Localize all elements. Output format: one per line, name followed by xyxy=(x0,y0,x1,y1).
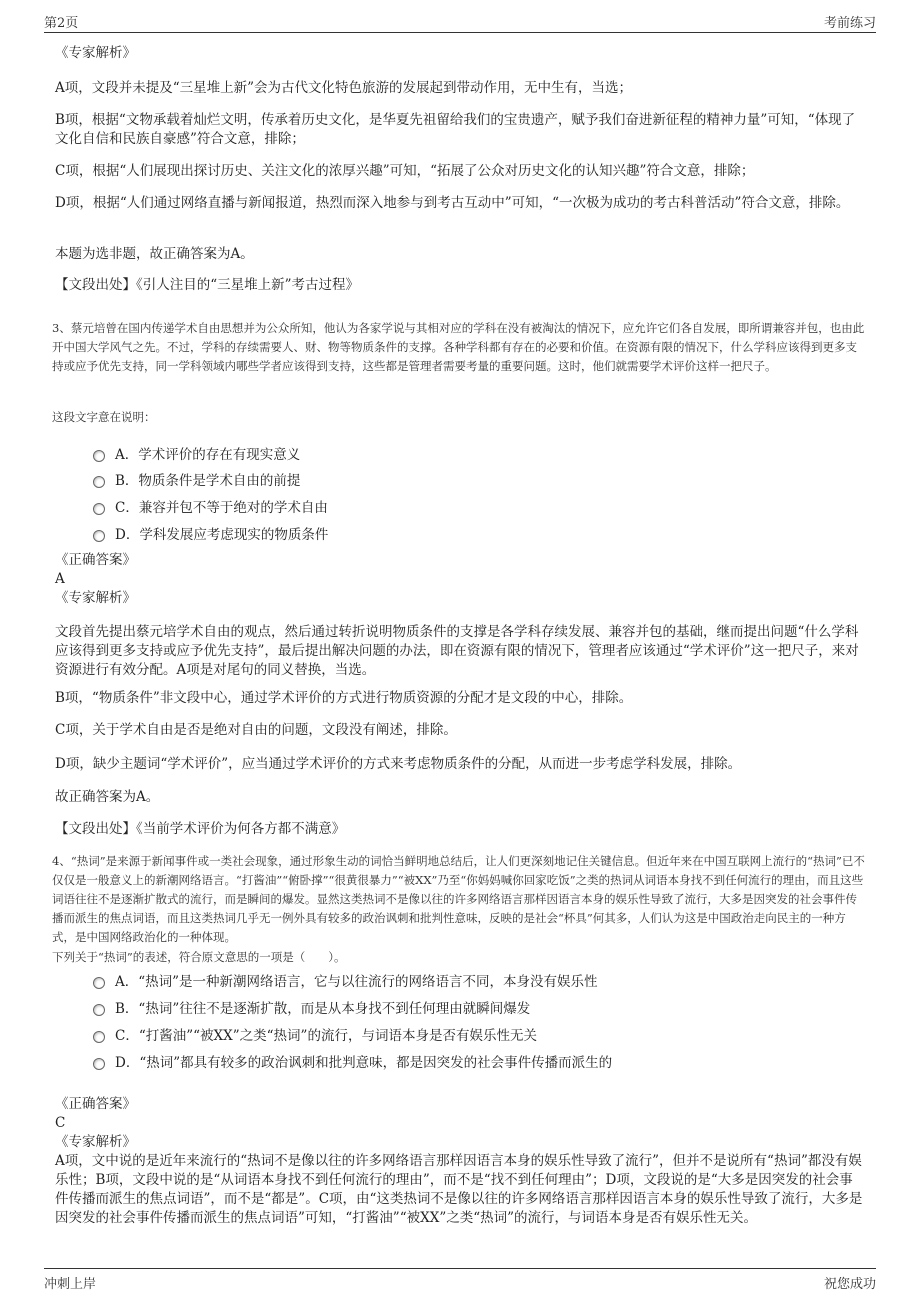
radio-icon[interactable] xyxy=(93,503,105,515)
q3-analysis-d: D项，缺少主题词“学术评价”，应当通过学术评价的方式来考虑物质条件的分配，从而进一步考虑学科发展，排除。 xyxy=(55,756,742,772)
option-label: D．学科发展应考虑现实的物质条件 xyxy=(115,527,329,543)
q4-option-b[interactable] xyxy=(93,1000,530,1018)
q3-option-d[interactable] xyxy=(93,526,328,544)
radio-icon[interactable] xyxy=(93,1058,105,1070)
page-header xyxy=(44,10,876,33)
option-label: C．兼容并包不等于绝对的学术自由 xyxy=(115,500,328,516)
q4-stem: 4、“热词”是来源于新闻事件或一类社会现象，通过形象生动的词恰当鲜明地总结后，让人们更深刻地记住关键信息。但近年来在中国互联网上流行的“热词”已不仅仅是一般意义上的新潮网络语言。“打酱油”“俯卧撑”“很黄很暴力”“被XX”乃至“你妈妈喊你回家吃饭”之类的热词从词语本身找不到任何流行的理由，而且这些词语往往不是逐渐扩散式的流行，而是瞬间的爆发。显然这类热词不是像以往的许多网络语言那样因语言本身的娱乐性导致了流行，大多是因突发的社会事件传播而派生的焦点词语，而且这类热词几乎无一例外具有较多的政治讽刺和批判性意味，反映的是社会“杯具”何其多，人们认为这是中国政治走向民主的一种方式，是中国网络政治化的一种体现。 xyxy=(52,854,865,944)
radio-icon[interactable] xyxy=(93,450,105,462)
footer-left: 冲刺上岸 xyxy=(44,1277,97,1292)
q3-source: 【文段出处】《当前学术评价为何各方都不满意》 xyxy=(55,821,346,837)
q3-answer: A xyxy=(55,571,65,587)
q3-conclusion: 故正确答案为A。 xyxy=(55,789,160,805)
q2-source: 【文段出处】《引人注目的“三星堆上新”考古过程》 xyxy=(55,277,360,293)
q3-analysis-title: 《专家解析》 xyxy=(55,590,136,606)
q3-question: 这段文字意在说明： xyxy=(52,410,156,424)
radio-icon[interactable] xyxy=(93,1031,105,1043)
q3-analysis-a: 文段首先提出蔡元培学术自由的观点，然后通过转折说明物质条件的支撑是各学科存续发展、兼容并包的基础，继而提出问题“什么学科应该得到更多支持或应予优先支持”，最后提出解决问题的办法，即在资源有限的情况下，管理者应该通过“学术评价”这一把尺子，来对资源进行有效分配。A项是对尾句的同义替换，当选。 xyxy=(55,624,859,678)
q3-stem: 3、蔡元培曾在国内传递学术自由思想并为公众所知，他认为各家学说与其相对应的学科在没有被淘汰的情况下，应允许它们各自发展，即所谓兼容并包，也由此开中国大学风气之先。不过，学科的存续需要人、财、物等物质条件的支撑。各种学科都有存在的必要和价值。在资源有限的情况下，什么学科应该得到更多支持或应予优先支持，同一学科领域内哪些学者应该得到支持，这些都是管理者需要考量的重要问题。这时，他们就需要学术评价这样一把尺子。 xyxy=(52,321,865,373)
q3-analysis-b: B项，“物质条件”非文段中心，通过学术评价的方式进行物质资源的分配才是文段的中心，排除。 xyxy=(55,690,633,706)
option-label: A．“热词”是一种新潮网络语言，它与以往流行的网络语言不同，本身没有娱乐性 xyxy=(115,974,598,990)
option-label: C．“打酱油”“被XX”之类“热词”的流行，与词语本身是否有娱乐性无关 xyxy=(115,1028,537,1044)
q4-option-c[interactable] xyxy=(93,1027,537,1045)
radio-icon[interactable] xyxy=(93,530,105,542)
q4-analysis: A项，文中说的是近年来流行的“热词不是像以往的许多网络语言那样因语言本身的娱乐性导致了流行”，但并不是说所有“热词”都没有娱乐性；B项，文段中说的是“从词语本身找不到任何流行的理由”，而不是“找不到任何理由”；D项，文段说的是“大多是因突发的社会事件传播而派生的焦点词语”，而不是“都是”。C项，由“这类热词不是像以往的许多网络语言那样因语言本身的娱乐性导致了流行，大多是因突发的社会事件传播而派生的焦点词语”可知，“打酱油”“被XX”之类“热词”的流行，与词语本身是否有娱乐性无关。 xyxy=(55,1153,863,1226)
q2-analysis-a: A项，文段并未提及“三星堆上新”会为古代文化特色旅游的发展起到带动作用，无中生有，当选； xyxy=(55,80,633,96)
q3-option-b[interactable] xyxy=(93,472,300,490)
footer-right: 祝您成功 xyxy=(823,1277,876,1292)
radio-icon[interactable] xyxy=(93,977,105,989)
q4-option-a[interactable] xyxy=(93,973,598,991)
radio-icon[interactable] xyxy=(93,476,105,488)
radio-icon[interactable] xyxy=(93,1004,105,1016)
q4-answer: C xyxy=(55,1115,66,1131)
option-label: D．“热词”都具有较多的政治讽刺和批判意味，都是因突发的社会事件传播而派生的 xyxy=(115,1055,613,1071)
page-number: 第2页 xyxy=(44,16,79,31)
option-label: B．物质条件是学术自由的前提 xyxy=(115,473,301,489)
q2-analysis-title: 《专家解析》 xyxy=(55,45,136,61)
page-footer xyxy=(44,1268,876,1293)
q3-analysis-c: C项，关于学术自由是否是绝对自由的问题，文段没有阐述，排除。 xyxy=(55,722,457,738)
q2-conclusion: 本题为选非题，故正确答案为A。 xyxy=(55,246,254,262)
q2-analysis-c: C项，根据“人们展现出探讨历史、关注文化的浓厚兴趣”可知，“拓展了公众对历史文化的认知兴趣”符合文意，排除； xyxy=(55,163,755,179)
q3-option-c[interactable] xyxy=(93,499,328,517)
q2-analysis-d: D项，根据“人们通过网络直播与新闻报道，热烈而深入地参与到考古互动中”可知，“一次极为成功的考古科普活动”符合文意，排除。 xyxy=(55,195,850,211)
q3-answer-title: 《正确答案》 xyxy=(55,552,136,568)
q4-option-d[interactable] xyxy=(93,1054,612,1072)
q3-option-a[interactable] xyxy=(93,446,300,464)
header-label: 考前练习 xyxy=(823,16,876,31)
q4-answer-title: 《正确答案》 xyxy=(55,1096,136,1112)
q4-question: 下列关于“热词”的表述，符合原文意思的一项是（ ）。 xyxy=(52,950,346,964)
option-label: B．“热词”往往不是逐渐扩散，而是从本身找不到任何理由就瞬间爆发 xyxy=(115,1001,531,1017)
q2-analysis-b: B项，根据“文物承载着灿烂文明，传承着历史文化，是华夏先祖留给我们的宝贵遗产，赋予我们奋进新征程的精神力量”可知，“体现了文化自信和民族自豪感”符合文意，排除； xyxy=(55,112,856,147)
q4-analysis-title: 《专家解析》 xyxy=(55,1134,136,1150)
option-label: A．学术评价的存在有现实意义 xyxy=(115,447,301,463)
